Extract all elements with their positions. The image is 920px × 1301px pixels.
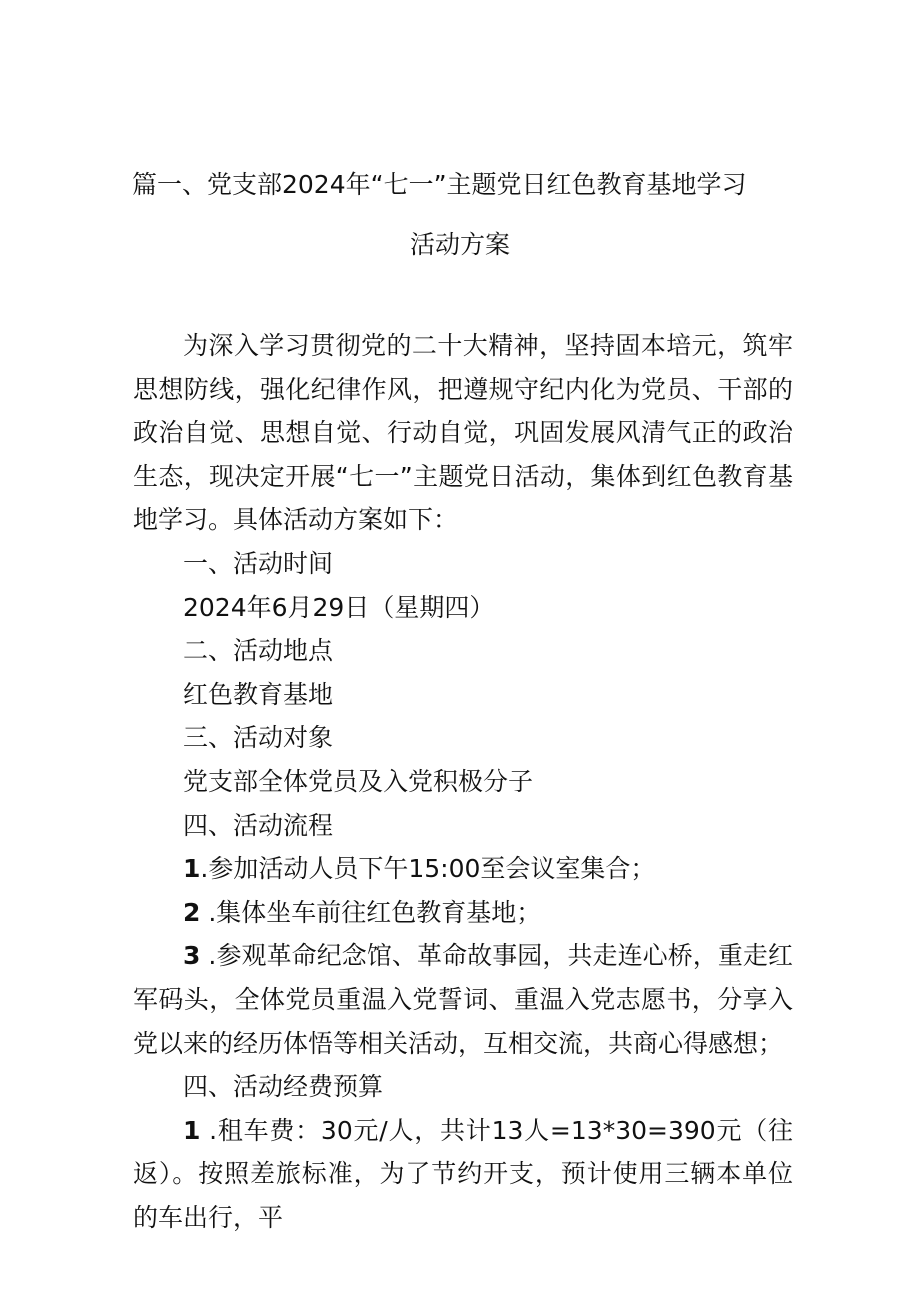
section-heading-time: 一、活动时间 bbox=[183, 548, 334, 578]
process-item-number: 2 bbox=[183, 897, 201, 927]
process-item-number: 1 bbox=[183, 854, 201, 884]
document-title-continued: 活动方案 bbox=[409, 230, 510, 259]
budget-item-number: 1 bbox=[183, 1115, 201, 1145]
document-body bbox=[133, 324, 793, 1239]
process-item-number: 3 bbox=[183, 941, 201, 971]
section-content-time: 2024年6月29日（星期四） bbox=[183, 592, 495, 622]
intro-paragraph: 为深入学习贯彻党的二十大精神，坚持固本培元，筑牢思想防线，强化纪律作风，把遵规守纪内化为党员、干部的政治自觉、思想自觉、行动自觉，巩固发展风清气正的政治生态，现决定开展“七一”主题党日活动，集体到红色教育基地学习。具体活动方案如下： bbox=[133, 331, 793, 535]
section-heading-budget: 四、活动经费预算 bbox=[183, 1072, 384, 1102]
section-content-location: 红色教育基地 bbox=[183, 679, 334, 709]
budget-item-text: .租车费：30元/人，共计13人=13*30=390元（往返）。按照差旅标准，为了节约开支，预计使用三辆本单位的车出行，平 bbox=[133, 1115, 793, 1232]
section-heading-process: 四、活动流程 bbox=[183, 810, 334, 840]
section-heading-audience: 三、活动对象 bbox=[183, 723, 334, 753]
process-item-1 bbox=[133, 847, 793, 891]
section-heading-location: 二、活动地点 bbox=[183, 636, 334, 666]
process-item-text: .参观革命纪念馆、革命故事园，共走连心桥，重走红军码头，全体党员重温入党誓词、重温入党志愿书，分享入党以来的经历体悟等相关活动，互相交流，共商心得感想； bbox=[133, 941, 793, 1058]
process-item-2 bbox=[133, 891, 793, 935]
process-item-text: .参加活动人员下午15:00至会议室集合； bbox=[200, 854, 656, 884]
process-item-text: .集体坐车前往红色教育基地； bbox=[200, 897, 542, 927]
section-content-audience: 党支部全体党员及入党积极分子 bbox=[183, 766, 534, 796]
document-title: 篇一、党支部2024年“七一”主题党日红色教育基地学习 bbox=[132, 170, 747, 199]
process-item-3 bbox=[133, 934, 793, 1065]
budget-item-1 bbox=[133, 1109, 793, 1240]
